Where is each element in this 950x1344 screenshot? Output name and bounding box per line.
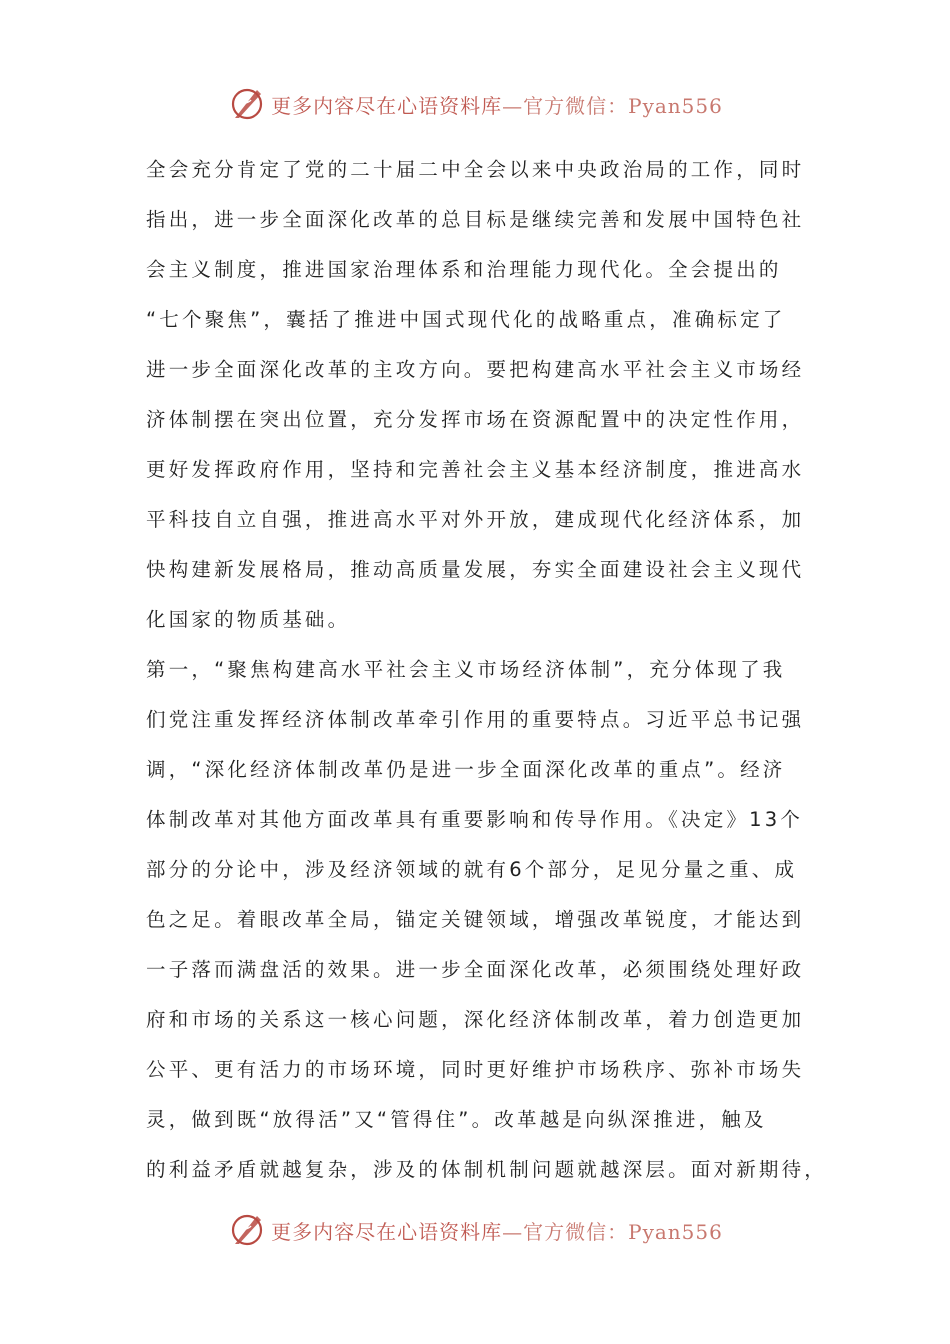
text-line: 们党注重发挥经济体制改革牵引作用的重要特点。习近平总书记强	[146, 708, 805, 731]
watermark-brand: 更多内容尽在心语资料库	[271, 93, 503, 118]
text-line: 体制改革对其他方面改革具有重要影响和传导作用。《决定》13个	[146, 808, 804, 831]
text-line: 全会充分肯定了党的二十届二中全会以来中央政治局的工作，同时	[146, 158, 805, 181]
text-line: 色之足。着眼改革全局，锚定关键领域，增强改革锐度，才能达到	[146, 908, 805, 931]
text-line: 公平、更有活力的市场环境，同时更好维护市场秩序、弥补市场失	[146, 1058, 805, 1081]
text-line: 一子落而满盘活的效果。进一步全面深化改革，必须围绕处理好政	[146, 958, 805, 981]
text-line: 的利益矛盾就越复杂，涉及的体制机制问题就越深层。面对新期待，	[146, 1158, 828, 1181]
text-line: 部分的分论中，涉及经济领域的就有6个部分，足见分量之重、成	[146, 858, 798, 881]
text-line: 进一步全面深化改革的主攻方向。要把构建高水平社会主义市场经	[146, 358, 805, 381]
footer-watermark	[0, 1208, 950, 1252]
text-line: 快构建新发展格局，推动高质量发展，夯实全面建设社会主义现代	[146, 558, 805, 581]
watermark-brand: 更多内容尽在心语资料库	[271, 1219, 503, 1244]
text-line: 济体制摆在突出位置，充分发挥市场在资源配置中的决定性作用，	[146, 408, 805, 431]
text-line: 平科技自立自强，推进高水平对外开放，建成现代化经济体系，加	[146, 508, 805, 531]
text-line: 化国家的物质基础。	[146, 608, 351, 631]
text-line: 指出，进一步全面深化改革的总目标是继续完善和发展中国特色社	[146, 208, 805, 231]
watermark-text	[271, 90, 723, 119]
text-line: 会主义制度，推进国家治理体系和治理能力现代化。全会提出的	[146, 258, 782, 281]
watermark-contact: 官方微信：Pyan556	[523, 1219, 723, 1244]
text-line: 府和市场的关系这一核心问题，深化经济体制改革，着力创造更加	[146, 1008, 805, 1031]
watermark-contact: 官方微信：Pyan556	[523, 93, 723, 118]
watermark-separator: —	[502, 93, 524, 118]
text-line: 更好发挥政府作用，坚持和完善社会主义基本经济制度，推进高水	[146, 458, 805, 481]
text-line: 灵，做到既“放得活”又“管得住”。改革越是向纵深推进，触及	[146, 1108, 767, 1131]
watermark-separator: —	[502, 1219, 524, 1244]
header-watermark	[0, 82, 950, 126]
text-line: “七个聚焦”，囊括了推进中国式现代化的战略重点，准确标定了	[146, 308, 786, 331]
quill-logo-icon	[227, 1210, 267, 1250]
text-line: 调，“深化经济体制改革仍是进一步全面深化改革的重点”。经济	[146, 758, 786, 781]
text-line: 第一，“聚焦构建高水平社会主义市场经济体制”，充分体现了我	[146, 658, 786, 681]
document-body	[146, 145, 828, 1195]
quill-logo-icon	[227, 84, 267, 124]
watermark-text	[271, 1216, 723, 1245]
